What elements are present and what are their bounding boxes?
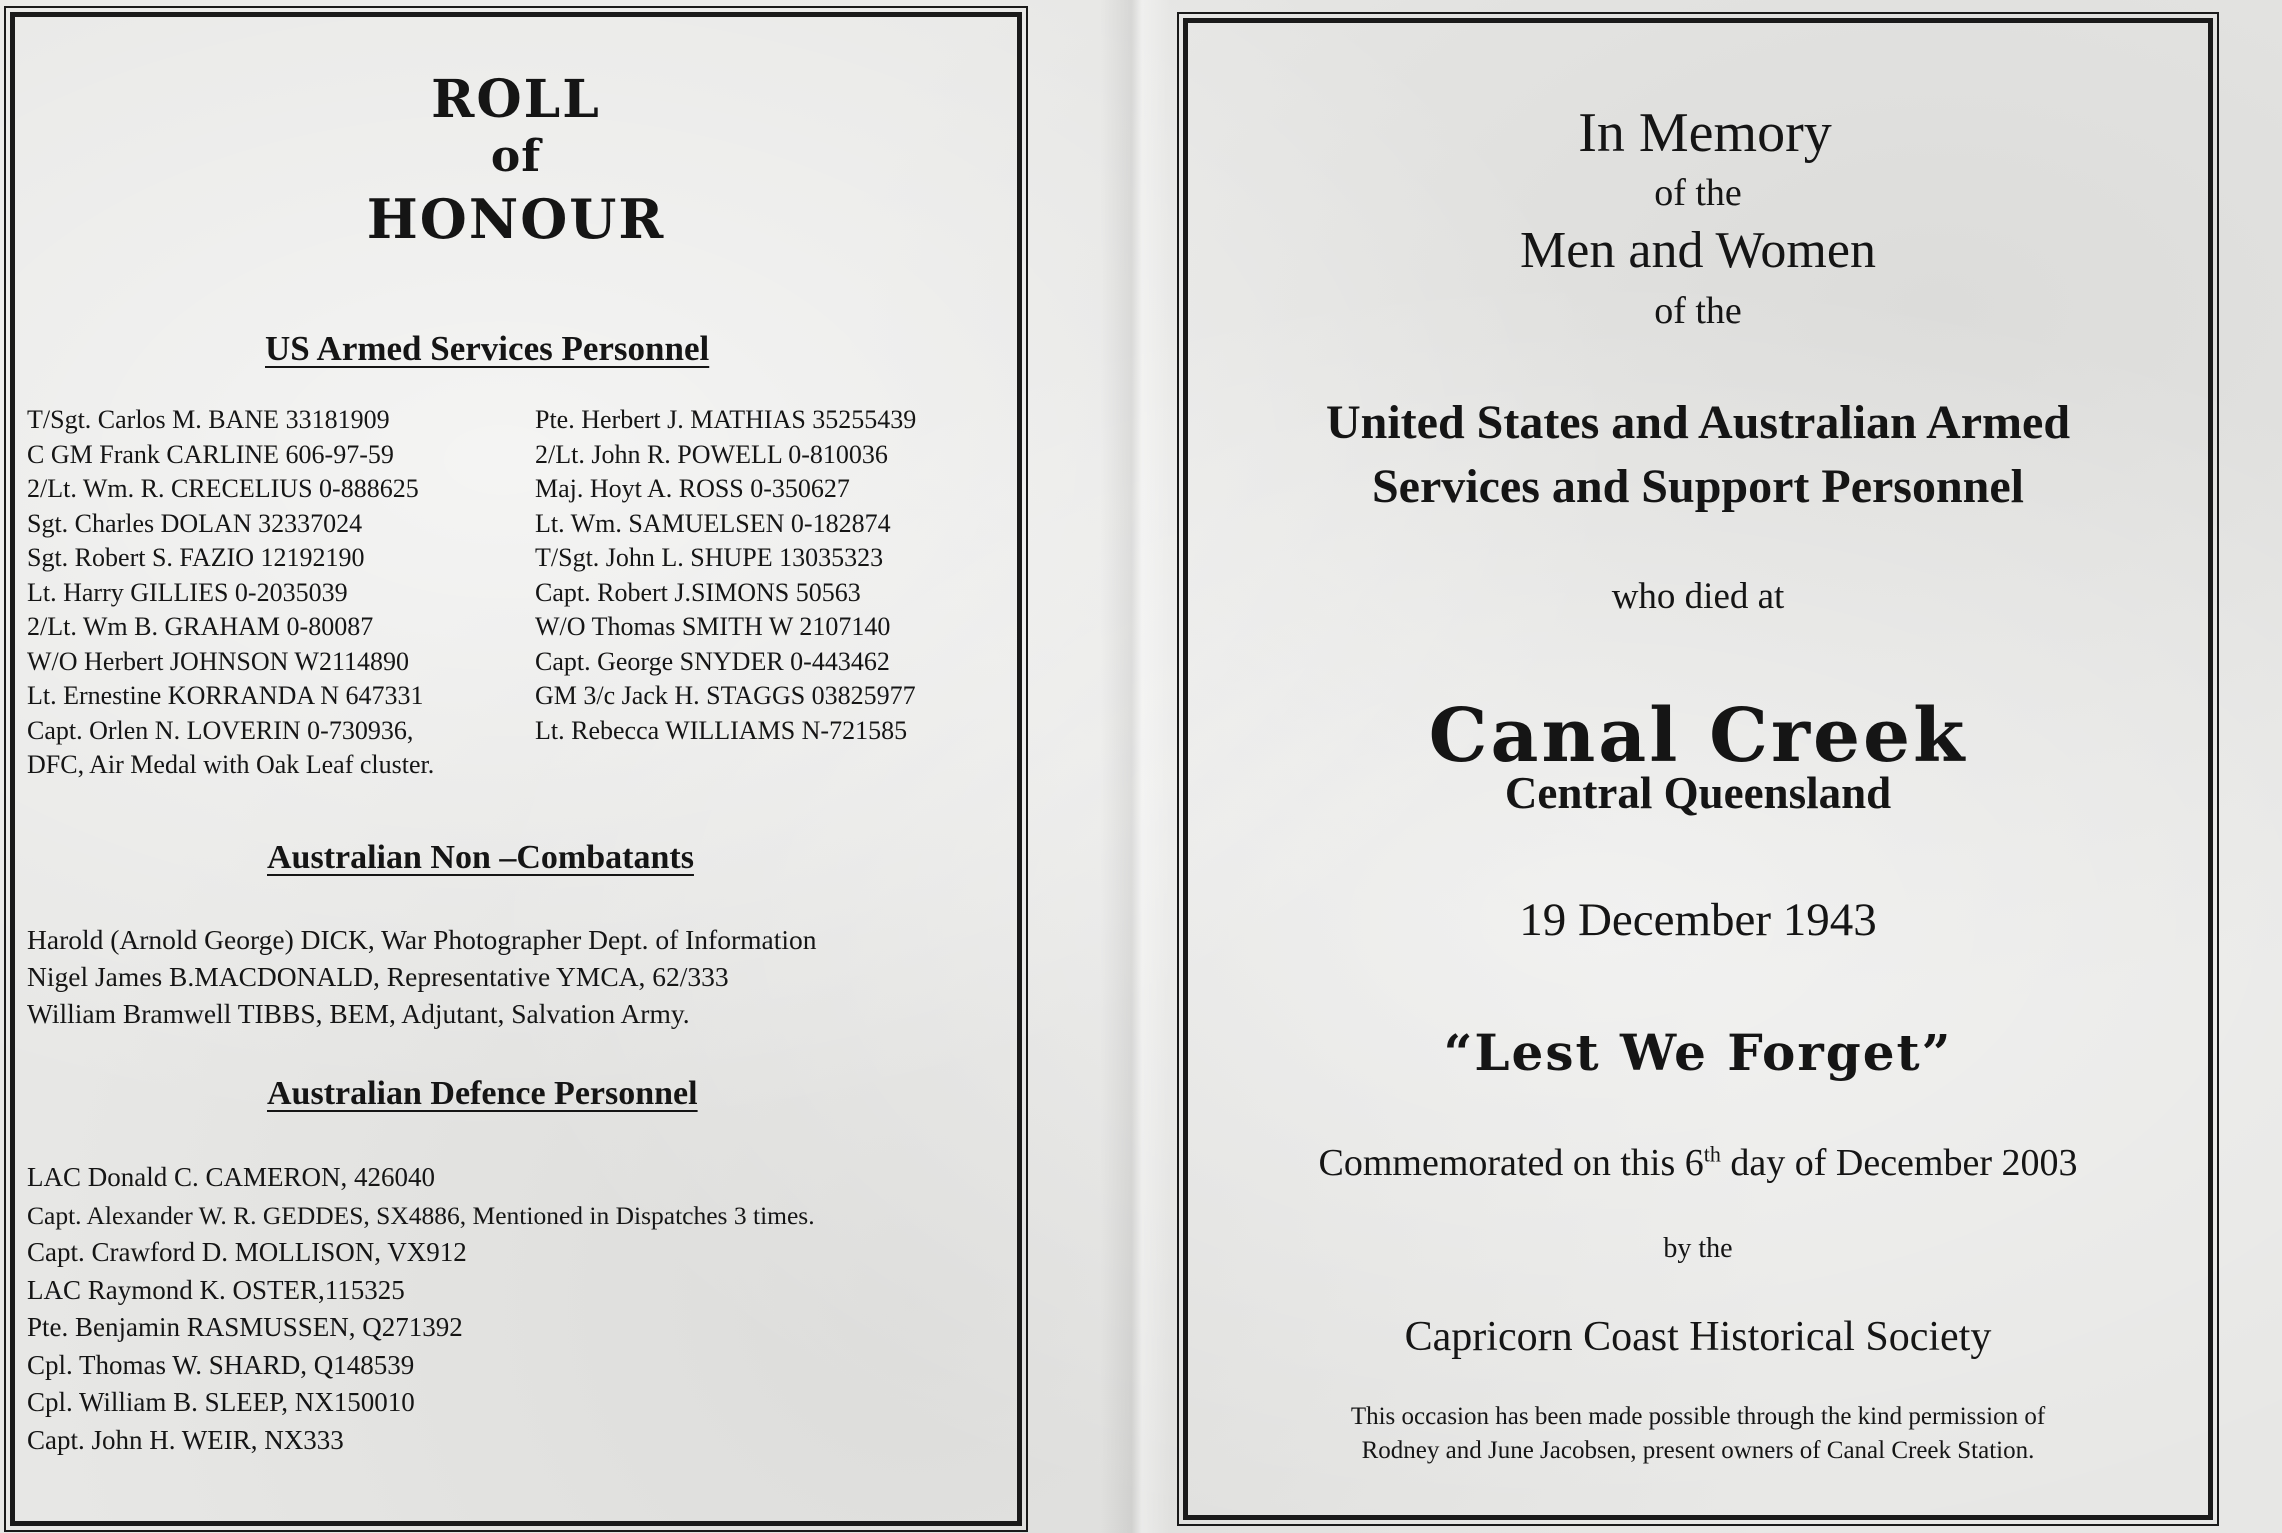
defence-personnel-heading: Australian Defence Personnel — [267, 1075, 698, 1112]
forces-line-1: United States and Australian Armed — [1325, 396, 2071, 449]
personnel-entry: W/O Herbert JOHNSON W2114890 — [27, 646, 410, 676]
permission-note-line-2: Rodney and June Jacobsen, present owners of Canal Creek Station. — [1361, 1437, 2035, 1464]
society-name: Capricorn Coast Historical Society — [1404, 1314, 1992, 1360]
personnel-entry: Lt. Ernestine KORRANDA N 647331 — [27, 681, 424, 710]
defence-entry: Pte. Benjamin RASMUSSEN, Q271392 — [27, 1312, 463, 1342]
personnel-entry: Pte. Herbert J. MATHIAS 35255439 — [535, 405, 917, 434]
event-date: 19 December 1943 — [1519, 894, 1877, 946]
personnel-entry: 2/Lt. Wm B. GRAHAM 0-80087 — [27, 612, 374, 641]
lest-we-forget-motto: “Lest We Forget” — [1443, 1023, 1953, 1082]
personnel-entry: W/O Thomas SMITH W 2107140 — [535, 612, 891, 641]
us-personnel-column-2 — [535, 403, 916, 748]
personnel-entry: DFC, Air Medal with Oak Leaf cluster. — [27, 750, 435, 779]
defence-entry: Cpl. William B. SLEEP, NX150010 — [27, 1387, 415, 1417]
place-name: Canal Creek — [1428, 693, 1968, 779]
us-personnel-column-1 — [27, 403, 434, 783]
personnel-entry: C GM Frank CARLINE 606-97-59 — [27, 439, 394, 469]
defence-personnel-list — [27, 1159, 815, 1459]
us-personnel-heading: US Armed Services Personnel — [265, 329, 710, 368]
personnel-entry: T/Sgt. John L. SHUPE 13035323 — [535, 543, 884, 572]
ordinal-suffix: th — [1703, 1141, 1721, 1167]
in-memory-heading: In Memory — [1578, 102, 1832, 164]
personnel-entry: T/Sgt. Carlos M. BANE 33181909 — [27, 405, 390, 434]
by-the-line: by the — [1663, 1233, 1733, 1264]
defence-entry: LAC Raymond K. OSTER,115325 — [27, 1274, 405, 1305]
personnel-entry: 2/Lt. Wm. R. CRECELIUS 0-888625 — [27, 474, 419, 503]
who-died-at-line: who died at — [1611, 576, 1785, 617]
personnel-entry: Maj. Hoyt A. ROSS 0-350627 — [535, 474, 850, 503]
region-name: Central Queensland — [1504, 768, 1892, 818]
commemoration-line — [1188, 1141, 2208, 1185]
commemoration-prefix: Commemorated on this 6 — [1318, 1142, 1704, 1184]
personnel-entry: Capt. Orlen N. LOVERIN 0-730936, — [27, 715, 414, 745]
personnel-entry: Sgt. Robert S. FAZIO 12192190 — [27, 543, 365, 572]
center-fold — [1100, 0, 1170, 1533]
personnel-entry: Lt. Rebecca WILLIAMS N-721585 — [535, 715, 908, 745]
non-combatants-list — [27, 921, 816, 1032]
personnel-entry: 2/Lt. John R. POWELL 0-810036 — [535, 439, 888, 469]
defence-entry: Capt. John H. WEIR, NX333 — [27, 1424, 344, 1455]
defence-entry: LAC Donald C. CAMERON, 426040 — [27, 1162, 436, 1192]
of-the-line-2: of the — [1654, 290, 1742, 332]
men-and-women-line: Men and Women — [1520, 222, 1876, 279]
title-honour: HONOUR — [366, 187, 666, 251]
personnel-entry: Sgt. Charles DOLAN 32337024 — [27, 508, 363, 538]
non-combatant-entry: Harold (Arnold George) DICK, War Photographer Dept. of Information — [27, 924, 817, 955]
personnel-entry: Lt. Harry GILLIES 0-2035039 — [27, 577, 348, 607]
personnel-entry: GM 3/c Jack H. STAGGS 03825977 — [535, 681, 916, 710]
forces-line-2: Services and Support Personnel — [1371, 460, 2025, 513]
non-combatant-entry: Nigel James B.MACDONALD, Representative YMCA, 62/333 — [27, 961, 729, 992]
personnel-entry: Capt. George SNYDER 0-443462 — [535, 646, 890, 676]
title-of: of — [490, 131, 542, 182]
permission-note-line-1: This occasion has been made possible through the kind permission of — [1350, 1403, 2046, 1430]
commemoration-suffix: day of December 2003 — [1720, 1142, 2078, 1184]
defence-entry: Capt. Alexander W. R. GEDDES, SX4886, Mentioned in Dispatches 3 times. — [27, 1200, 815, 1230]
personnel-entry: Lt. Wm. SAMUELSEN 0-182874 — [535, 508, 891, 538]
defence-entry: Cpl. Thomas W. SHARD, Q148539 — [27, 1349, 415, 1380]
roll-of-honour-panel — [10, 12, 1022, 1526]
memorial-cover-panel — [1183, 18, 2213, 1520]
defence-entry: Capt. Crawford D. MOLLISON, VX912 — [27, 1237, 467, 1267]
non-combatants-heading: Australian Non –Combatants — [267, 839, 694, 876]
non-combatant-entry: William Bramwell TIBBS, BEM, Adjutant, Salvation Army. — [27, 998, 690, 1029]
of-the-line-1: of the — [1654, 172, 1742, 214]
personnel-entry: Capt. Robert J.SIMONS 50563 — [535, 577, 861, 607]
title-roll: ROLL — [431, 69, 601, 130]
